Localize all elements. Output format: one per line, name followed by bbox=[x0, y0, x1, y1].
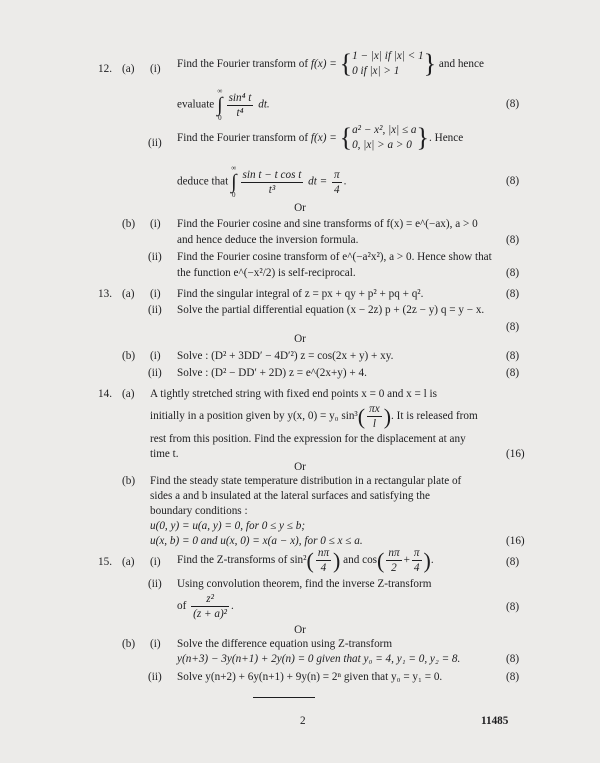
q15-a-i-label: (i) bbox=[150, 556, 161, 568]
q12-b-i-label: (i) bbox=[150, 218, 161, 230]
q13-b-ii-label: (ii) bbox=[148, 367, 162, 379]
q12-b-i-mark: (8) bbox=[506, 234, 520, 246]
q15-b-ii-label: (ii) bbox=[148, 671, 162, 683]
q14-a-line2: initially in a position given by y(x, 0) = y₀ sin³( $\frac{\pi x}{l}$ ). It is released from bbox=[150, 403, 478, 430]
q12-b-ii-line2: the function e^(−x²/2) is self-reciprocal. bbox=[177, 267, 356, 279]
q14-b-mark: (16) bbox=[506, 535, 525, 547]
q12-a-i-label: (i) bbox=[150, 63, 161, 75]
q12-a-ii-deduce: deduce that ∞ ∫ 0 $\frac{\text{sin t − t cos t}}{\text{t³}}$ dt = $\frac{\pi}{4}$ . bbox=[177, 164, 347, 199]
q12-a-ii-mark: (8) bbox=[506, 175, 520, 187]
q15-number: 15. bbox=[98, 556, 112, 568]
q13-or: Or bbox=[294, 333, 306, 345]
q12-b-ii-label: (ii) bbox=[148, 251, 162, 263]
q14-a-label: (a) bbox=[122, 388, 135, 400]
q13-b-i-text: Solve : (D² + 3DD′ − 4D′²) z = cos(2x + y) + xy. bbox=[177, 350, 394, 362]
q15-a-ii-label: (ii) bbox=[148, 578, 162, 590]
q14-b-line5: u(x, b) = 0 and u(x, 0) = x(a − x), for 0 ≤ x ≤ a. bbox=[150, 535, 363, 547]
q12-a-label: (a) bbox=[122, 63, 135, 75]
q12-or: Or bbox=[294, 202, 306, 214]
q12-a-i-statement: Find the Fourier transform of f(x) = { 1 − |x| if |x| < 1 0 if |x| > 1 } and hence bbox=[177, 49, 484, 78]
q13-number: 13. bbox=[98, 288, 112, 300]
q15-b-i-line1: Solve the difference equation using Z-transform bbox=[177, 638, 393, 650]
q14-a-line3: rest from this position. Find the expression for the displacement at any bbox=[150, 433, 466, 445]
q14-or: Or bbox=[294, 461, 306, 473]
q13-b-i-mark: (8) bbox=[506, 350, 520, 362]
q15-b-i-line2: y(n+3) − 3y(n+1) + 2y(n) = 0 given that y₀ = 4, y₁ = 0, y₂ = 8. bbox=[177, 653, 461, 665]
q13-a-i-text: Find the singular integral of z = px + qy + p² + pq + q². bbox=[177, 288, 424, 300]
q15-a-ii-mark: (8) bbox=[506, 601, 520, 613]
q14-number: 14. bbox=[98, 388, 112, 400]
q13-b-i-label: (i) bbox=[150, 350, 161, 362]
q13-b-ii-mark: (8) bbox=[506, 367, 520, 379]
q14-b-label: (b) bbox=[122, 475, 136, 487]
q12-b-ii-line1: Find the Fourier cosine transform of e^(−a²x²), a > 0. Hence show that bbox=[177, 251, 492, 263]
q13-a-ii-mark: (8) bbox=[506, 321, 520, 333]
q15-a-i-mark: (8) bbox=[506, 556, 520, 568]
paper-code: 11485 bbox=[481, 715, 509, 727]
q15-b-i-mark: (8) bbox=[506, 653, 520, 665]
q12-number: 12. bbox=[98, 63, 112, 75]
q15-a-i-statement: Find the Z-transforms of sin²( $\frac{n\pi}{4}$ ) and cos( $\frac{n\pi}{2}$ + $\frac{\pi}{4}$ ). bbox=[177, 547, 434, 574]
q12-b-ii-mark: (8) bbox=[506, 267, 520, 279]
q12-b-i-line1: Find the Fourier cosine and sine transforms of f(x) = e^(−ax), a > 0 bbox=[177, 218, 478, 230]
q15-b-label: (b) bbox=[122, 638, 136, 650]
page-number: 2 bbox=[300, 715, 306, 727]
q12-a-ii-label: (ii) bbox=[148, 137, 162, 149]
q14-a-mark: (16) bbox=[506, 448, 525, 460]
q15-or: Or bbox=[294, 624, 306, 636]
q15-a-ii-line1: Using convolution theorem, find the inverse Z-transform bbox=[177, 578, 432, 590]
q15-b-ii-text: Solve y(n+2) + 6y(n+1) + 9y(n) = 2ⁿ given that y₀ = y₁ = 0. bbox=[177, 671, 443, 683]
q14-b-line3: boundary conditions : bbox=[150, 505, 248, 517]
q13-a-ii-text: Solve the partial differential equation (x − 2z) p + (2z − y) q = y − x. bbox=[177, 304, 485, 316]
q12-a-i-mark: (8) bbox=[506, 98, 520, 110]
q13-a-i-label: (i) bbox=[150, 288, 161, 300]
q15-b-i-label: (i) bbox=[150, 638, 161, 650]
q12-a-i-evaluate: evaluate ∞ ∫ 0 $\frac{\text{sin⁴ t}}{\text{t⁴}}$ dt. bbox=[177, 87, 270, 122]
q14-a-line4: time t. bbox=[150, 448, 179, 460]
q12-b-label: (b) bbox=[122, 218, 136, 230]
q13-a-i-mark: (8) bbox=[506, 288, 520, 300]
q15-b-ii-mark: (8) bbox=[506, 671, 520, 683]
q14-a-line1: A tightly stretched string with fixed end points x = 0 and x = l is bbox=[150, 388, 437, 400]
q14-b-line2: sides a and b insulated at the lateral surfaces and satisfying the bbox=[150, 490, 430, 502]
q13-a-label: (a) bbox=[122, 288, 135, 300]
q14-b-line1: Find the steady state temperature distribution in a rectangular plate of bbox=[150, 475, 462, 487]
q15-a-label: (a) bbox=[122, 556, 135, 568]
end-rule bbox=[253, 697, 315, 698]
q15-a-ii-fraction: of $\frac{\text{z²}}{\text{(z + a)²}}$ . bbox=[177, 593, 234, 620]
q13-b-label: (b) bbox=[122, 350, 136, 362]
q13-a-ii-label: (ii) bbox=[148, 304, 162, 316]
q12-a-ii-statement: Find the Fourier transform of f(x) = { a² − x², |x| ≤ a 0, |x| > a > 0 }. Hence bbox=[177, 123, 464, 152]
q13-b-ii-text: Solve : (D² − DD′ + 2D) z = e^(2x+y) + 4. bbox=[177, 367, 367, 379]
q14-b-line4: u(0, y) = u(a, y) = 0, for 0 ≤ y ≤ b; bbox=[150, 520, 306, 532]
q12-b-i-line2: and hence deduce the inversion formula. bbox=[177, 234, 359, 246]
